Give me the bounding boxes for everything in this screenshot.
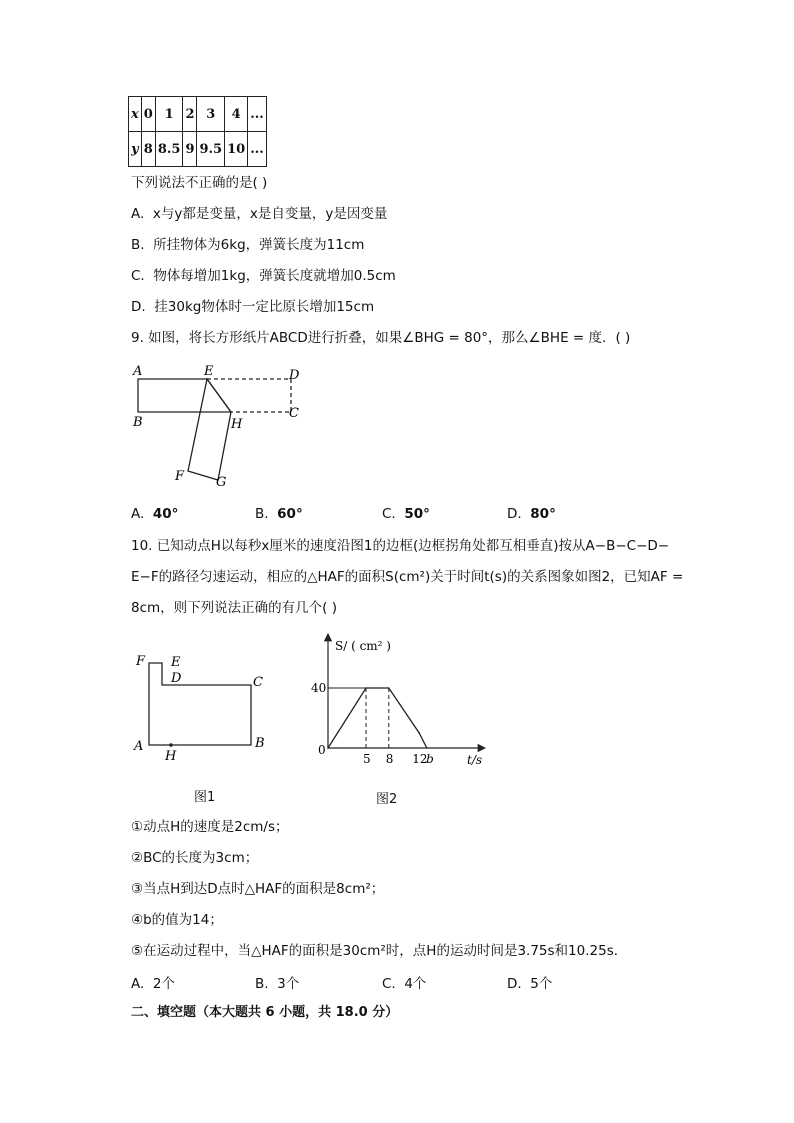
- option-letter: D.: [507, 506, 522, 522]
- option-text: 5个: [530, 976, 553, 992]
- option-text: 80°: [530, 506, 556, 522]
- label-C: C: [289, 406, 299, 421]
- option-text: 2个: [152, 976, 175, 992]
- option-text: 40°: [152, 506, 179, 522]
- option-text: 所挂物体为6kg，弹簧长度为11cm: [153, 237, 365, 253]
- area-time-line: [328, 688, 427, 748]
- q10-option-d[interactable]: [507, 972, 552, 992]
- rect-remaining: [138, 379, 231, 412]
- table-cell: 9: [183, 132, 197, 167]
- table-cell: 1: [155, 97, 183, 132]
- option-text: 4个: [404, 976, 427, 992]
- statement-4: ④b的值为14；: [131, 912, 223, 928]
- label-E: E: [171, 655, 181, 670]
- statement-5: ⑤在运动过程中，当△HAF的面积是30cm²时，点H的运动时间是3.75s和10.25s．: [131, 943, 628, 959]
- statement-3: ③当点H到达D点时△HAF的面积是8cm²；: [131, 881, 385, 897]
- option-letter: B.: [255, 976, 269, 992]
- option-text: 3个: [277, 976, 300, 992]
- label-H: H: [165, 749, 177, 764]
- q8-option-b[interactable]: [131, 235, 364, 255]
- q9-option-b[interactable]: [255, 506, 303, 522]
- label-D: D: [289, 368, 300, 383]
- label-B: B: [133, 415, 143, 430]
- option-letter: B.: [255, 506, 269, 522]
- table-cell: 0: [141, 97, 155, 132]
- table-row: [129, 132, 267, 167]
- table-cell: ...: [248, 132, 267, 167]
- option-letter: B.: [131, 237, 145, 253]
- q8-option-c[interactable]: [131, 266, 396, 286]
- table-cell: 9.5: [197, 132, 225, 167]
- q9-option-d[interactable]: [507, 506, 556, 522]
- xy-value-table: [128, 96, 267, 167]
- q8-option-a[interactable]: [131, 204, 387, 224]
- option-text: 挂30kg物体时一定比原长增加15cm: [154, 299, 375, 315]
- q10-stem-line2: E−F的路径匀速运动，相应的△HAF的面积S(cm²)关于时间t(s)的关系图象如图2，已知AF =: [131, 569, 684, 585]
- table-cell: 8.5: [155, 132, 183, 167]
- option-letter: C.: [382, 976, 396, 992]
- q10-figure2-graph: [305, 630, 490, 775]
- option-letter: C.: [382, 506, 396, 522]
- figure1-caption: 图1: [194, 790, 216, 805]
- q9-option-a[interactable]: [131, 506, 178, 522]
- option-text: 物体每增加1kg，弹簧长度就增加0.5cm: [153, 268, 396, 284]
- q10-stem-line3: 8cm，则下列说法正确的有几个( ): [131, 600, 337, 616]
- table-cell: 10: [225, 132, 248, 167]
- x-tick-label: 12: [412, 752, 428, 766]
- data-point: [388, 687, 390, 689]
- table-cell: 2: [183, 97, 197, 132]
- q10-figure1: [128, 648, 278, 768]
- data-point: [365, 687, 367, 689]
- table-cell: x: [129, 97, 142, 132]
- q10-option-a[interactable]: [131, 972, 175, 992]
- option-text: x与y都是变量，x是自变量，y是因变量: [152, 206, 388, 222]
- x-tick-label: 5: [363, 752, 371, 766]
- option-letter: D.: [507, 976, 522, 992]
- option-text: 50°: [404, 506, 430, 522]
- q8-option-d[interactable]: [131, 297, 374, 317]
- option-letter: C.: [131, 268, 145, 284]
- option-letter: A.: [131, 506, 145, 522]
- label-A: A: [134, 739, 144, 754]
- label-F: F: [136, 654, 146, 669]
- data-point: [426, 747, 428, 749]
- label-A: A: [133, 364, 143, 379]
- q8-stem: 下列说法不正确的是( ): [131, 175, 268, 191]
- label-D: D: [171, 671, 182, 686]
- x-axis-label: t/s: [467, 753, 483, 767]
- data-point: [327, 747, 329, 749]
- table-row: [129, 97, 267, 132]
- table-cell: ...: [248, 97, 267, 132]
- label-B: B: [255, 736, 265, 751]
- table-cell: y: [129, 132, 142, 167]
- label-E: E: [204, 364, 214, 379]
- statement-1: ①动点H的速度是2cm/s；: [131, 819, 289, 835]
- table-cell: 8: [141, 132, 155, 167]
- table-cell: 4: [225, 97, 248, 132]
- label-F: F: [175, 469, 185, 484]
- q9-stem: 9. 如图，将长方形纸片ABCD进行折叠，如果∠BHG = 80°，那么∠BHE = 度．( ): [131, 330, 631, 346]
- data-point: [418, 732, 420, 734]
- option-letter: A.: [131, 976, 145, 992]
- q10-option-b[interactable]: [255, 972, 299, 992]
- q10-stem-line1: 10. 已知动点H以每秒x厘米的速度沿图1的边框(边框拐角处都互相垂直)按从A−B−C−D−: [131, 538, 670, 554]
- point-H: [169, 743, 173, 747]
- label-C: C: [253, 675, 263, 690]
- y-tick-label: 40: [311, 681, 327, 695]
- origin-label: 0: [318, 743, 326, 757]
- folded-flap: [188, 379, 231, 480]
- label-G: G: [216, 475, 227, 490]
- x-tick-label: b: [426, 752, 434, 766]
- y-axis-label: S/ ( cm² ): [335, 639, 391, 653]
- option-letter: A.: [131, 206, 145, 222]
- option-text: 60°: [277, 506, 303, 522]
- q9-fold-figure: [125, 360, 315, 490]
- path-frame: [149, 663, 251, 745]
- statement-2: ②BC的长度为3cm；: [131, 850, 259, 866]
- section-title: 二、填空题（本大题共 6 小题，共 18.0 分）: [131, 1005, 399, 1020]
- q10-option-c[interactable]: [382, 972, 426, 992]
- x-tick-label: 8: [385, 752, 394, 766]
- label-H: H: [231, 417, 243, 432]
- figure2-caption: 图2: [376, 792, 398, 807]
- q9-option-c[interactable]: [382, 506, 430, 522]
- option-letter: D.: [131, 299, 146, 315]
- table-cell: 3: [197, 97, 225, 132]
